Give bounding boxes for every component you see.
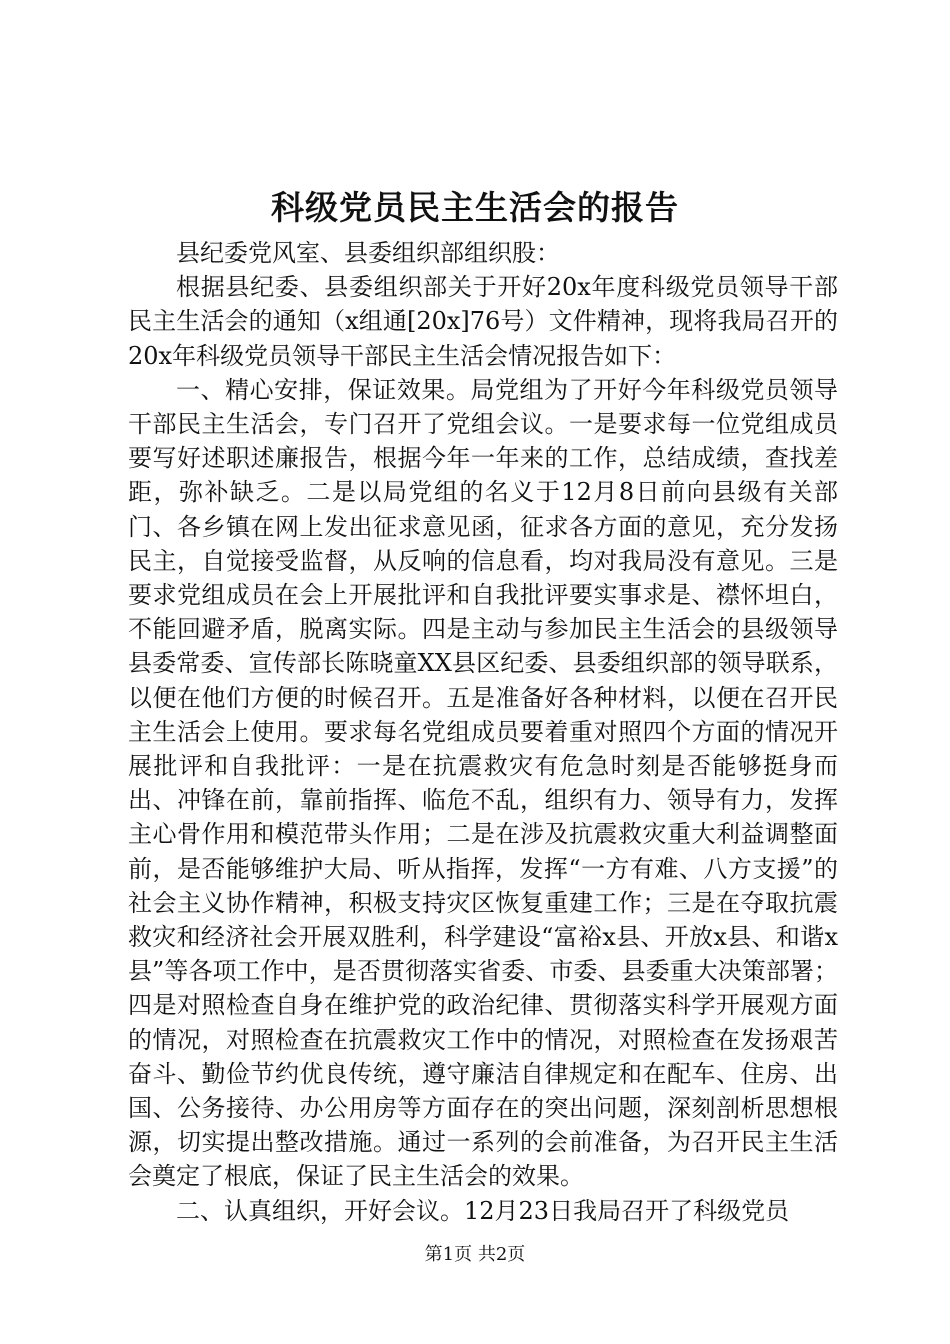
paragraph-section-two: 二、认真组织，开好会议。12月23日我局召开了科级党员 xyxy=(176,1196,790,1225)
paragraph-section-one: 一、精心安排，保证效果。局党组为了开好今年科级党员领导干部民主生活会，专门召开了党组会议。一是要求每一位党组成员要写好述职述廉报告，根据今年一年来的工作，总结成绩，查找差距，弥补缺乏。二是以局党组的名义于12月8日前向县级有关部门、各乡镇在网上发出征求意见函，征求各方面的意见，充分发扬民主，自觉接受监督，从反响的信息看，均对我局没有意见。三是要求党组成员在会上开展批评和自我批评要实事求是、襟怀坦白，不能回避矛盾，脱离实际。四是主动与参加民主生活会的县级领导县委常委、宣传部长陈晓童XX县区纪委、县委组织部的领导联系，以便在他们方便的时候召开。五是准备好各种材料，以便在召开民主生活会上使用。要求每名党组成员要着重对照四个方面的情况开展批评和自我批评：一是在抗震救灾有危急时刻是否能够挺身而出、冲锋在前，靠前指挥、临危不乱，组织有力、领导有力，发挥主心骨作用和模范带头作用；二是在涉及抗震救灾重大利益调整面前，是否能够维护大局、听从指挥，发挥“一方有难、八方支援”的社会主义协作精神，积极支持灾区恢复重建工作；三是在夺取抗震救灾和经济社会开展双胜利，科学建设“富裕x县、开放x县、和谐x县”等各项工作中，是否贯彻落实省委、市委、县委重大决策部署；四是对照检查自身在维护党的政治纪律、贯彻落实科学开展观方面的情况，对照检查在抗震救灾工作中的情况，对照检查在发扬艰苦奋斗、勤俭节约优良传统，遵守廉洁自律规定和在配车、住房、出国、公务接待、办公用房等方面存在的突出问题，深刻剖析思想根源，切实提出整改措施。通过一系列的会前准备，为召开民主生活会奠定了根底，保证了民主生活会的效果。 xyxy=(128,375,838,1191)
salutation: 县纪委党风室、县委组织部组织股： xyxy=(176,239,560,267)
document-title: 科级党员民主生活会的报告 xyxy=(271,188,679,227)
page-footer xyxy=(0,1243,950,1267)
page-indicator: 第1页 共2页 xyxy=(424,1244,526,1265)
paragraph-intro: 根据县纪委、县委组织部关于开好20x年度科级党员领导干部民主生活会的通知（x组通[20x]76号）文件精神，现将我局召开的20x年科级党员领导干部民主生活会情况报告如下： xyxy=(128,273,838,370)
document-body xyxy=(128,236,838,1228)
